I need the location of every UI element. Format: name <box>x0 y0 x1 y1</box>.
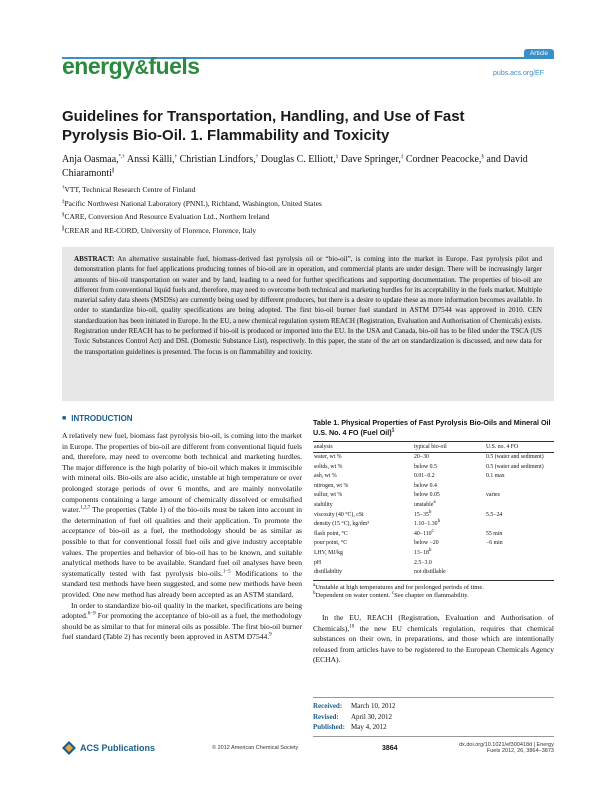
paragraph: In order to standardize bio-oil quality in the market, specifications are being adopted.$^{6-9}$ For promoting the acceptance of bio-oil as a fuel, the methodology should be as similar to that for mineral oils as possible. The first bio-oil burner fuel standard (Table 2) has recently been approved in ASTM D7544.$^9$ <box>62 600 302 642</box>
table-row <box>313 472 554 482</box>
date-row: Published: May 4, 2012 <box>313 723 387 731</box>
table-header-row <box>313 442 554 453</box>
table-row <box>313 501 554 511</box>
table-cell: LHV, MJ/kg <box>314 549 343 556</box>
table-cell: pH <box>314 559 322 566</box>
author[interactable]: Anja Oasmaa,*,† <box>62 154 125 165</box>
abstract-label: ABSTRACT: <box>74 255 115 263</box>
section-bullet-icon: ■ <box>62 415 67 422</box>
left-column <box>62 414 302 643</box>
table-cell: stability <box>314 501 333 508</box>
table-cell: 0.5 (water and sediment) <box>486 463 544 470</box>
affiliation: §CARE, Conversion And Resource Evaluation Ltd., Northern Ireland <box>62 212 270 221</box>
table-cell: sulfur, wt % <box>314 492 343 499</box>
affiliation: ‡Pacific Northwest National Laboratory (PNNL), Richland, Washington, United States <box>62 198 322 208</box>
properties-table <box>313 441 554 581</box>
column-header: U.S. no. 4 FO <box>485 442 554 453</box>
table-body <box>313 453 554 581</box>
table-cell <box>485 549 554 559</box>
table-cell: density (15 °C), kg/dm³ <box>314 521 369 528</box>
table-footnotes: $^a$Unstable at high temperatures and for prolonged periods of time. $^b$Dependent on water content. $^c$See chapter on flammability. <box>313 582 484 600</box>
table-cell <box>485 568 554 580</box>
table-cell: not distillable <box>413 568 485 580</box>
table-cell: $13-18^b$ <box>414 548 432 556</box>
affiliation: †VTT, Technical Research Centre of Finland <box>62 185 196 194</box>
table-cell: 0.5 (water and sediment) <box>486 454 544 460</box>
author[interactable]: and David Chiaramonti∥ <box>62 154 528 179</box>
table-row <box>313 482 554 492</box>
citation[interactable]: 1−5 <box>222 569 231 575</box>
table-cell: 55 min <box>486 530 503 537</box>
author-list <box>62 153 532 181</box>
paragraph: In the EU, REACH (Registration, Evaluation and Authorisation of Chemicals),$^{10}$ the new EU chemicals regulation, requires that chemical substances on their own, in preparations, and those which are intentionally released from articles have to be registered to the European Chemicals Agency (ECHA). <box>313 612 554 665</box>
citation[interactable]: 9 <box>269 632 272 638</box>
table-cell: solids, wt % <box>314 463 343 470</box>
date-row: Received: March 10, 2012 <box>313 702 396 710</box>
author[interactable]: Christian Lindfors,† <box>177 154 259 165</box>
journal-url-link[interactable]: pubs.acs.org/EF <box>493 70 544 77</box>
table-cell: $40-110^c$ <box>414 528 434 537</box>
author[interactable]: Douglas C. Elliott,‡ <box>258 154 339 165</box>
table-caption: Table 1. Physical Properties of Fast Pyrolysis Bio-Oils and Mineral Oil U.S. No. 4 FO (Fuel Oil)$^1$ <box>313 418 551 437</box>
table-cell <box>485 559 554 569</box>
right-column <box>313 418 554 666</box>
paper-title: Guidelines for Transportation, Handling, and Use of Fast Pyrolysis Bio-Oil. 1. Flammability and Toxicity <box>62 108 465 144</box>
citation[interactable]: 6−9 <box>87 611 96 617</box>
table-cell <box>485 482 554 492</box>
table-cell: 20−30 <box>414 454 429 460</box>
introduction-body <box>62 431 302 643</box>
affiliation: ∥CREAR and RE-CORD, University of Florence, Florence, Italy <box>62 225 257 235</box>
doi-citation[interactable]: dx.doi.org/10.1021/ef300418d | Energy Fuels 2012, 26, 3864−3873 <box>458 742 554 754</box>
table-cell: 0.1 max <box>486 473 505 480</box>
table-cell: viscosity (40 °C), cSt <box>314 511 364 518</box>
page-footer <box>62 738 554 758</box>
table-cell: ash, wt % <box>314 473 337 480</box>
paragraph: A relatively new fuel, biomass fast pyrolysis bio-oil, is coming into the market in Europe. The properties of bio-oil are different from conventional liquid fuels and, therefore, may need to overcome both technical and marketing hurdles. The major difference is the high polarity of bio-oil which makes it immiscible with mineral oils. Bio-oils are also acidic, unstable at high temperature or over prolonged storage periods of over 6 months, and are mainly nonvolatile components containing a large amount of chemically dissolved or emulsified water.$^{1,2,7}$ The properties (Table 1) of the bio-oils must be taken into account in the determination of fuel oil qualities and their application. To promote the acceptance of bio-oil as a fuel, the methodology should be as similar as possible to that for conventional fossil fuel oils and give industry acceptable values. The properties and behavior of bio-oil has to be known, and suitable analytical methods have to be available. Standard fuel oil analyses have been systematically tested with fast pyrolysis bio-oils.$^{1-5}$ Modifications to the standard test methods have been suggested, and some new methods have been provided. One new method has already been accepted as an ASTM standard. <box>62 431 302 599</box>
table-cell: 1.10−1.30$^b$ <box>414 519 441 528</box>
publication-dates <box>313 697 554 737</box>
table-row <box>313 511 554 521</box>
table-row <box>313 530 554 540</box>
acs-publications-logo[interactable]: ACS Publications <box>62 741 212 755</box>
table-row <box>313 453 554 463</box>
abstract-text: An alternative sustainable fuel, biomass-derived fast pyrolysis oil or “bio-oil”, is coming into the market in Europe. Fast pyrolysis pilot and demonstration plants for fuel applications producing tonnes of bio-oil are in operation, and commercial plants are under design. There will be increasingly larger amounts of bio-oil transportation on water and by land, leading to a need for further specifications and supporting documentation. The properties of bio-oil are different from conventional liquid fuels and, therefore, may need to overcome both technical and marketing hurdles for its acceptability in the fuels market. Multiple material safety data sheets (MSDSs) are currently being used by different producers, but there is a desire to update these as more information becomes available. In order to standardize bio-oil, quality specifications are being adopted. The first bio-oil burner fuel standard in ASTM D7544 was approved in 2010. CEN standardization has been initiated in Europe. In the EU, a new chemical regulation system REACH (Registration, Evaluation and Authorisation of Chemicals) exists. Registration under REACH has to be performed if bio-oil is produced or imported into the EU. In the USA and Canada, bio-oil has to be filed under the TSCA (US Toxic Substances Control Act) and DSL (Domestic Substance List), respectively. In this paper, the state of the art on standardization is discussed, and new data for the transportation guidelines is presented. The focus is on flammability and toxicity. <box>74 255 542 356</box>
table-row <box>313 559 554 569</box>
article-type-tag: Article <box>524 49 554 59</box>
table-cell: unstable$^a$ <box>414 500 436 508</box>
column-header: typical bio-oil <box>413 442 485 453</box>
table-cell: −6 min <box>486 540 503 547</box>
table-cell <box>485 501 554 511</box>
author[interactable]: Cordner Peacocke,§ <box>403 154 484 165</box>
table-cell: below 0.4 <box>414 482 437 489</box>
table-row <box>313 568 554 580</box>
author[interactable]: Dave Springer,‡ <box>338 154 404 165</box>
citation[interactable]: 1 <box>391 427 395 434</box>
section-heading-introduction: ■ INTRODUCTION <box>62 414 133 423</box>
author[interactable]: Anssi Källi,† <box>124 154 178 165</box>
table-cell: varies <box>486 492 500 499</box>
table-cell: nitrogen, wt % <box>314 482 349 489</box>
citation[interactable]: 1,2,7 <box>80 505 91 511</box>
citation[interactable]: 10 <box>349 623 355 629</box>
table-cell: 5.5−24 <box>486 511 503 518</box>
acs-logo-icon <box>62 741 76 755</box>
table-cell: distillability <box>313 568 413 580</box>
table-cell: water, wt % <box>314 454 342 460</box>
table-cell: $15-35^b$ <box>414 509 432 518</box>
right-body <box>313 613 554 666</box>
logo-part1: energy <box>62 53 135 79</box>
table-cell: below 0.05 <box>414 492 440 499</box>
logo-part2: fuels <box>148 53 200 79</box>
table-cell: below 0.5 <box>414 463 437 470</box>
date-row: Revised: April 30, 2012 <box>313 712 393 721</box>
table-cell: 2.5−3.0 <box>414 559 432 566</box>
affiliation-list <box>62 183 532 237</box>
abstract-box <box>62 247 554 401</box>
column-header: analysis <box>313 442 413 453</box>
logo-ampersand: & <box>134 57 149 79</box>
copyright-notice: © 2012 American Chemical Society <box>212 745 299 751</box>
table-cell: flash point, °C <box>314 530 348 537</box>
table-cell: below −20 <box>414 540 439 547</box>
table-cell: 0.01−0.2 <box>414 473 435 480</box>
table-cell: pour point, °C <box>314 540 348 547</box>
page-number: 3864 <box>382 744 398 752</box>
journal-logo <box>62 53 200 80</box>
table-row <box>313 463 554 473</box>
table-cell <box>485 520 554 530</box>
table-row <box>313 539 554 549</box>
table-row <box>313 549 554 559</box>
